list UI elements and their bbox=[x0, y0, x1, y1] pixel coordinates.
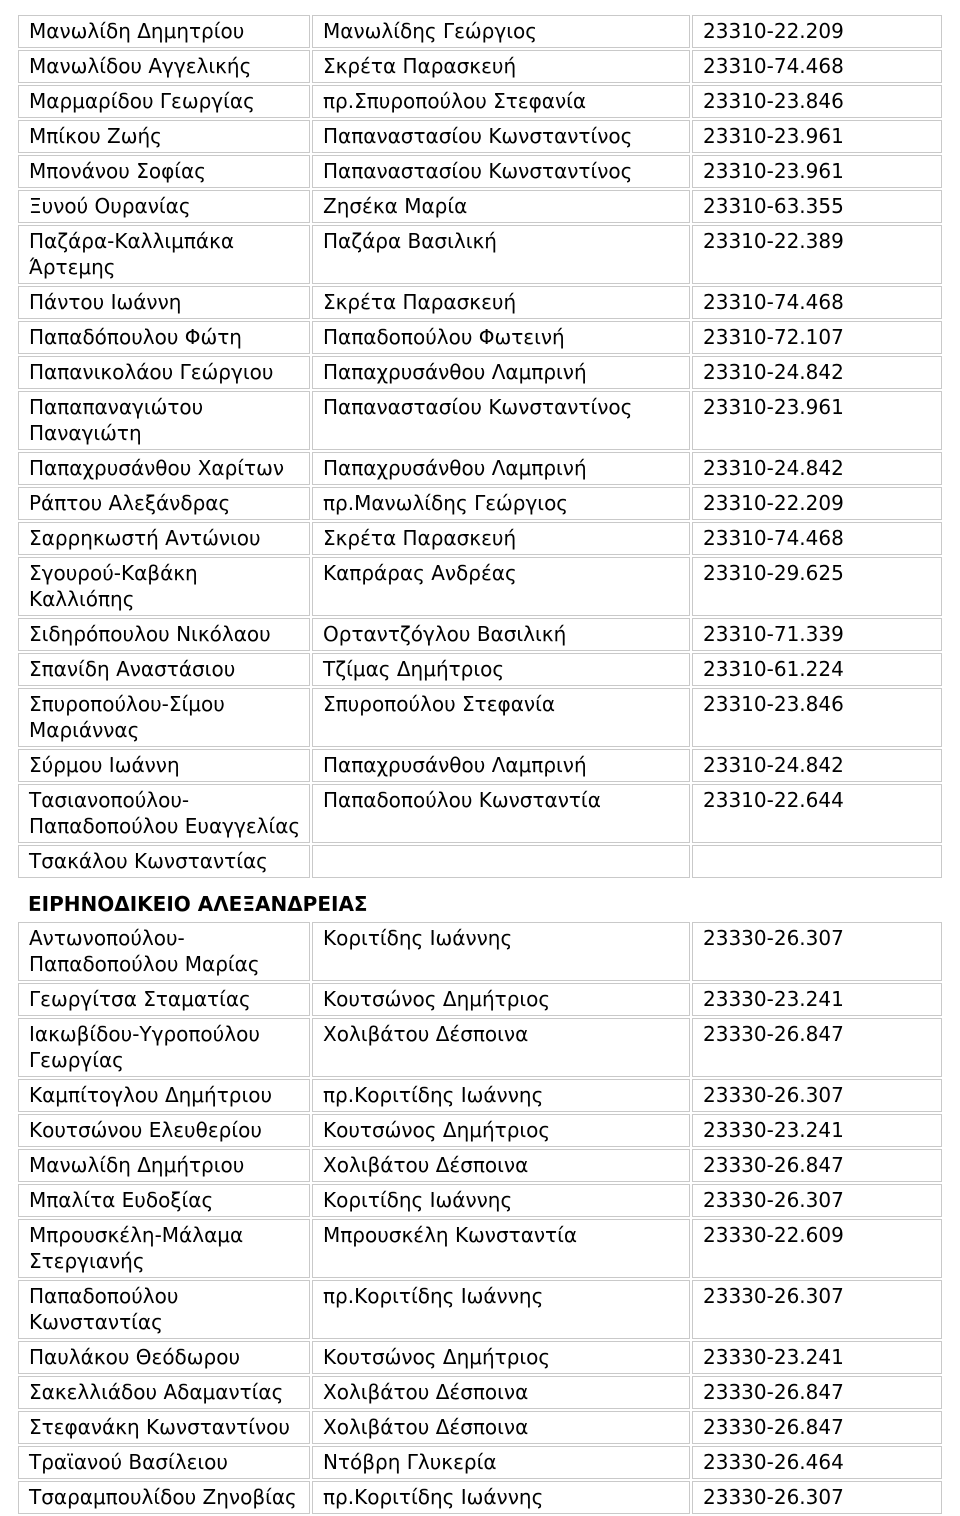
phone-cell: 23330-26.307 bbox=[692, 1280, 942, 1339]
substitute-cell: Παπαχρυσάνθου Λαμπρινή bbox=[312, 749, 690, 782]
phone-cell: 23310-24.842 bbox=[692, 452, 942, 485]
table-row bbox=[18, 1280, 942, 1339]
phone-cell: 23330-26.307 bbox=[692, 1184, 942, 1217]
table-row bbox=[18, 120, 942, 153]
table-row bbox=[18, 1149, 942, 1182]
phone-cell: 23330-23.241 bbox=[692, 1114, 942, 1147]
substitute-cell: Παπαδοπούλου Φωτεινή bbox=[312, 321, 690, 354]
phone-cell: 23310-71.339 bbox=[692, 618, 942, 651]
name-cell: Τσαραμπουλίδου Ζηνοβίας bbox=[18, 1481, 310, 1514]
substitute-cell: πρ.Μανωλίδης Γεώργιος bbox=[312, 487, 690, 520]
substitute-cell: Κοριτίδης Ιωάννης bbox=[312, 922, 690, 981]
name-cell: Σπυροπούλου-Σίμου Μαριάννας bbox=[18, 688, 310, 747]
substitute-cell: Σπυροπούλου Στεφανία bbox=[312, 688, 690, 747]
phone-cell: 23310-63.355 bbox=[692, 190, 942, 223]
name-cell: Μανωλίδη Δημήτριου bbox=[18, 1149, 310, 1182]
table-row bbox=[18, 618, 942, 651]
table-row bbox=[18, 845, 942, 878]
name-cell: Σαρρηκωστή Αντώνιου bbox=[18, 522, 310, 555]
phone-cell: 23310-24.842 bbox=[692, 749, 942, 782]
table-row bbox=[18, 653, 942, 686]
substitute-cell: πρ.Κοριτίδης Ιωάννης bbox=[312, 1481, 690, 1514]
phone-cell: 23310-23.961 bbox=[692, 391, 942, 450]
name-cell: Ράπτου Αλεξάνδρας bbox=[18, 487, 310, 520]
table-row bbox=[18, 1079, 942, 1112]
table-row bbox=[18, 522, 942, 555]
phone-cell: 23330-26.307 bbox=[692, 922, 942, 981]
phone-cell: 23310-74.468 bbox=[692, 522, 942, 555]
phone-cell: 23330-26.847 bbox=[692, 1376, 942, 1409]
phone-cell: 23310-23.961 bbox=[692, 155, 942, 188]
name-cell: Σιδηρόπουλου Νικόλαου bbox=[18, 618, 310, 651]
substitute-cell: Ορταντζόγλου Βασιλική bbox=[312, 618, 690, 651]
table-row bbox=[18, 1114, 942, 1147]
phone-cell: 23310-23.846 bbox=[692, 85, 942, 118]
table-row bbox=[18, 1481, 942, 1514]
table-row bbox=[18, 1446, 942, 1479]
table-row bbox=[18, 85, 942, 118]
name-cell: Παπανικολάου Γεώργιου bbox=[18, 356, 310, 389]
substitute-cell: Ντόβρη Γλυκερία bbox=[312, 1446, 690, 1479]
phone-cell: 23330-26.847 bbox=[692, 1149, 942, 1182]
table-row bbox=[18, 1341, 942, 1374]
name-cell: Τσακάλου Κωνσταντίας bbox=[18, 845, 310, 878]
substitute-cell: Χολιβάτου Δέσποινα bbox=[312, 1018, 690, 1077]
phone-cell: 23330-26.847 bbox=[692, 1018, 942, 1077]
substitute-cell: Παπαδοπούλου Κωνσταντία bbox=[312, 784, 690, 843]
phone-cell: 23330-26.307 bbox=[692, 1481, 942, 1514]
name-cell: Κουτσώνου Ελευθερίου bbox=[18, 1114, 310, 1147]
name-cell: Μαρμαρίδου Γεωργίας bbox=[18, 85, 310, 118]
table-row bbox=[18, 688, 942, 747]
table-row bbox=[18, 922, 942, 981]
name-cell: Παπαπαναγιώτου Παναγιώτη bbox=[18, 391, 310, 450]
name-cell: Ιακωβίδου-Υγροπούλου Γεωργίας bbox=[18, 1018, 310, 1077]
table-row bbox=[18, 1184, 942, 1217]
name-cell: Παυλάκου Θεόδωρου bbox=[18, 1341, 310, 1374]
table-section-1 bbox=[16, 13, 944, 880]
substitute-cell: Κουτσώνος Δημήτριος bbox=[312, 1114, 690, 1147]
name-cell: Παπαχρυσάνθου Χαρίτων bbox=[18, 452, 310, 485]
table-row bbox=[18, 391, 942, 450]
name-cell: Παζάρα-Καλλιμπάκα Άρτεμης bbox=[18, 225, 310, 284]
substitute-cell: Κουτσώνος Δημήτριος bbox=[312, 1341, 690, 1374]
substitute-cell: Σκρέτα Παρασκευή bbox=[312, 286, 690, 319]
name-cell: Καμπίτογλου Δημήτριου bbox=[18, 1079, 310, 1112]
substitute-cell: Παπαχρυσάνθου Λαμπρινή bbox=[312, 452, 690, 485]
phone-cell: 23310-22.209 bbox=[692, 487, 942, 520]
table-row bbox=[18, 155, 942, 188]
name-cell: Μπρουσκέλη-Μάλαμα Στεργιανής bbox=[18, 1219, 310, 1278]
phone-cell: 23310-74.468 bbox=[692, 50, 942, 83]
substitute-cell: Κουτσώνος Δημήτριος bbox=[312, 983, 690, 1016]
substitute-cell: Παπαναστασίου Κωνσταντίνος bbox=[312, 391, 690, 450]
table-row bbox=[18, 225, 942, 284]
substitute-cell: πρ.Σπυροπούλου Στεφανία bbox=[312, 85, 690, 118]
substitute-cell: Παζάρα Βασιλική bbox=[312, 225, 690, 284]
phone-cell: 23310-22.209 bbox=[692, 15, 942, 48]
phone-cell: 23310-23.961 bbox=[692, 120, 942, 153]
name-cell: Σύρμου Ιωάννη bbox=[18, 749, 310, 782]
substitute-cell: Χολιβάτου Δέσποινα bbox=[312, 1376, 690, 1409]
substitute-cell: Κοριτίδης Ιωάννης bbox=[312, 1184, 690, 1217]
substitute-cell: Ζησέκα Μαρία bbox=[312, 190, 690, 223]
phone-cell: 23310-72.107 bbox=[692, 321, 942, 354]
phone-cell: 23330-26.307 bbox=[692, 1079, 942, 1112]
table-row bbox=[18, 286, 942, 319]
name-cell: Παπαδόπουλου Φώτη bbox=[18, 321, 310, 354]
phone-cell: 23310-23.846 bbox=[692, 688, 942, 747]
name-cell: Τραϊανού Βασίλειου bbox=[18, 1446, 310, 1479]
substitute-cell: Παπαναστασίου Κωνσταντίνος bbox=[312, 155, 690, 188]
table-row bbox=[18, 557, 942, 616]
substitute-cell: Τζίμας Δημήτριος bbox=[312, 653, 690, 686]
name-cell: Σπανίδη Αναστάσιου bbox=[18, 653, 310, 686]
name-cell: Στεφανάκη Κωνσταντίνου bbox=[18, 1411, 310, 1444]
substitute-cell: πρ.Κοριτίδης Ιωάννης bbox=[312, 1079, 690, 1112]
table-row bbox=[18, 1219, 942, 1278]
table-row bbox=[18, 749, 942, 782]
name-cell: Μανωλίδη Δημητρίου bbox=[18, 15, 310, 48]
phone-cell bbox=[692, 845, 942, 878]
table-row bbox=[18, 1376, 942, 1409]
name-cell: Πάντου Ιωάννη bbox=[18, 286, 310, 319]
table-section-2 bbox=[16, 920, 944, 1516]
name-cell: Μπονάνου Σοφίας bbox=[18, 155, 310, 188]
table-row bbox=[18, 487, 942, 520]
phone-cell: 23310-22.644 bbox=[692, 784, 942, 843]
table-row bbox=[18, 983, 942, 1016]
phone-cell: 23330-23.241 bbox=[692, 1341, 942, 1374]
name-cell: Μανωλίδου Αγγελικής bbox=[18, 50, 310, 83]
substitute-cell: Καπράρας Ανδρέας bbox=[312, 557, 690, 616]
table-row bbox=[18, 50, 942, 83]
table-row bbox=[18, 1411, 942, 1444]
name-cell: Σγουρού-Καβάκη Καλλιόπης bbox=[18, 557, 310, 616]
name-cell: Τασιανοπούλου-Παπαδοπούλου Ευαγγελίας bbox=[18, 784, 310, 843]
substitute-cell: Σκρέτα Παρασκευή bbox=[312, 522, 690, 555]
table-row bbox=[18, 356, 942, 389]
phone-cell: 23330-26.847 bbox=[692, 1411, 942, 1444]
substitute-cell bbox=[312, 845, 690, 878]
substitute-cell: Παπαναστασίου Κωνσταντίνος bbox=[312, 120, 690, 153]
substitute-cell: Σκρέτα Παρασκευή bbox=[312, 50, 690, 83]
name-cell: Μπαλίτα Ευδοξίας bbox=[18, 1184, 310, 1217]
name-cell: Ξυνού Ουρανίας bbox=[18, 190, 310, 223]
substitute-cell: Χολιβάτου Δέσποινα bbox=[312, 1149, 690, 1182]
name-cell: Μπίκου Ζωής bbox=[18, 120, 310, 153]
phone-cell: 23310-74.468 bbox=[692, 286, 942, 319]
table-row bbox=[18, 784, 942, 843]
substitute-cell: Μανωλίδης Γεώργιος bbox=[312, 15, 690, 48]
substitute-cell: Χολιβάτου Δέσποινα bbox=[312, 1411, 690, 1444]
substitute-cell: Μπρουσκέλη Κωνσταντία bbox=[312, 1219, 690, 1278]
section-heading: ΕΙΡΗΝΟΔΙΚΕΙΟ ΑΛΕΞΑΝΔΡΕΙΑΣ bbox=[28, 892, 368, 916]
substitute-cell: Παπαχρυσάνθου Λαμπρινή bbox=[312, 356, 690, 389]
phone-cell: 23310-24.842 bbox=[692, 356, 942, 389]
name-cell: Γεωργίτσα Σταματίας bbox=[18, 983, 310, 1016]
phone-cell: 23310-22.389 bbox=[692, 225, 942, 284]
substitute-cell: πρ.Κοριτίδης Ιωάννης bbox=[312, 1280, 690, 1339]
phone-cell: 23330-23.241 bbox=[692, 983, 942, 1016]
phone-cell: 23330-26.464 bbox=[692, 1446, 942, 1479]
phone-cell: 23330-22.609 bbox=[692, 1219, 942, 1278]
name-cell: Σακελλιάδου Αδαμαντίας bbox=[18, 1376, 310, 1409]
phone-cell: 23310-29.625 bbox=[692, 557, 942, 616]
name-cell: Αντωνοπούλου-Παπαδοπούλου Μαρίας bbox=[18, 922, 310, 981]
table-row bbox=[18, 452, 942, 485]
table-row bbox=[18, 15, 942, 48]
table-row bbox=[18, 321, 942, 354]
name-cell: Παπαδοπούλου Κωνσταντίας bbox=[18, 1280, 310, 1339]
table-row bbox=[18, 1018, 942, 1077]
table-row bbox=[18, 190, 942, 223]
phone-cell: 23310-61.224 bbox=[692, 653, 942, 686]
